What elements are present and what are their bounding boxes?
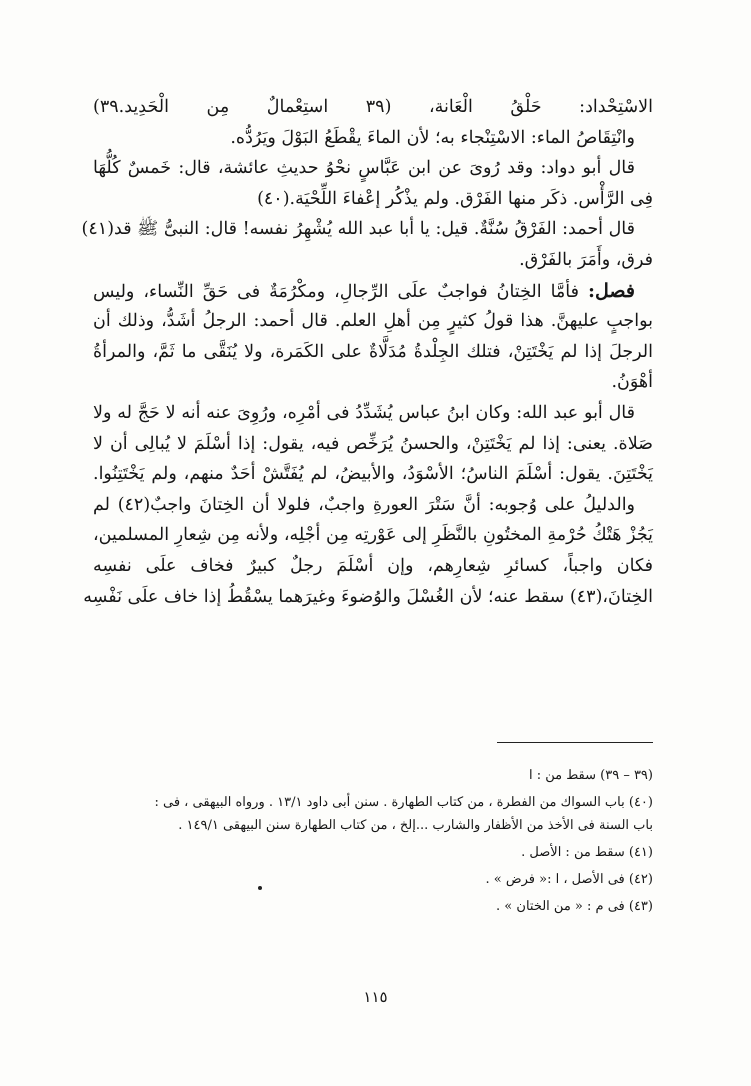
footnote-39: (٣٩ – ٣٩) سقط من : ا: [528, 768, 653, 783]
text-line: وانْتِقَاصُ الماء: الاسْتِنْجاء به؛ لأن الماءَ يقْطَعُ البَوْلَ ويَرُدُّه.: [230, 127, 635, 148]
text-line: أهْوَنُ.: [611, 372, 653, 393]
text-line: قال أبو عبد الله: وكان ابنُ عباس يُشَدِّدُ فى أمْرِه، ورُوِىَ عنه أنه لا حَجَّ له ولا: [93, 402, 635, 423]
footnote-40: (٤٠) باب السواك من الفطرة ، من كتاب الطهارة . سنن أبى داود ١٣/١ . ورواه البيهقى ، فى :: [154, 795, 653, 810]
text-line-rest: فأمَّا الخِتانُ فواجبٌ علَى الرِّجالِ، ومكْرُمَةٌ فى حَقِّ النِّساء، وليس: [93, 281, 579, 302]
text-line: الرجلَ إذا لم يَخْتَتِنْ، فتلك الجِلْدةُ مُدَلَّاةٌ على الكَمَرة، ولا يُنَقَّى ما ثَمَّ، والمرأةُ: [93, 341, 653, 362]
footnote-divider: [497, 742, 653, 743]
text-line: فِى الرَّأْس. ذكَر منها الفَرْق. ولم يذْكُر إعْفاءَ اللِّحْيَة.(٤٠): [257, 188, 653, 209]
page-number: ١١٥: [363, 988, 388, 1006]
text-line: بواجبٍ عليهنَّ. هذا قولُ كثيرٍ مِن أهلِ العلم. قال أحمد: الرجلُ أشَدُّ، وذلك أن: [93, 311, 653, 332]
text-line: صَلاة. يعنى: إذا لم يَخْتَتِنْ، والحسنُ يُرَخِّص فيه، يقول: إذا أسْلَمَ لا يُبالِى أن لا: [93, 433, 653, 454]
text-line: قال أبو دواد: وقد رُوىَ عن ابن عَبَّاسٍ نحْوُ حديثِ عائشة، قال: خَمسٌ كُلُّهَا: [93, 158, 635, 179]
text-line: الاسْتِحْداد: حَلْقُ الْعَانة، (٣٩ استِعْمالٌ مِن الْحَدِيد.٣٩): [93, 97, 653, 117]
text-line: فرق، وأَمَرَ بالفَرْق.: [519, 249, 653, 270]
text-line: يَخْتَتِنَ. يقول: أسْلَمَ الناسُ؛ الأسْوَدُ، والأبيضُ، لم يُفَتَّشْ أحَدٌ منهم، ولم يَخْتَتِنُوا.: [93, 464, 653, 485]
footnote-41: (٤١) سقط من : الأصل .: [521, 845, 653, 860]
footnotes: [93, 764, 653, 918]
text-line: الخِتانَ،(٤٣) سقط عنه؛ لأن الغُسْلَ والوُضوءَ وغيرَهما يسْقُطُ إذا خاف علَى نَفْسِه: [83, 586, 653, 607]
ink-speck: [258, 886, 262, 890]
section-heading-fasl: فصل:: [588, 279, 635, 302]
text-line: فكان واجباً، كسائرِ شِعارِهم، وإن أسْلَمَ رجلٌ كبيرٌ فخاف علَى نفسِه: [93, 555, 653, 576]
footnote-40-continued: باب السنة فى الأخذ من الأظفار والشارب ...إلخ ، من كتاب الطهارة سنن البيهقى ١٤٩/١ .: [178, 818, 653, 833]
text-line: [93, 276, 653, 307]
text-line: يَجُزْ هَتْكُ حُرْمةِ المختُونِ بالنَّظَرِ إلى عَوْرتِه مِن أجْلِه، ولأنه مِن شِعارِ المسلمين،: [93, 525, 653, 546]
text-line: قال أحمد: الفَرْقُ سُنَّةٌ. قيل: يا أبا عبد الله يُشْهِرُ نفسه! قال: النبىُّ ﷺ قد(٤١): [81, 219, 635, 240]
text-line: والدليلُ على وُجوبه: أنَّ سَتْرَ العورةِ واجبٌ، فلولا أن الخِتانَ واجبٌ(٤٢) لم: [93, 494, 636, 515]
footnote-43: (٤٣) فى م : « من الختان » .: [496, 899, 653, 914]
footnote-42: (٤٢) فى الأصل ، ا :« فرض » .: [485, 872, 653, 887]
main-text: [81, 92, 653, 612]
